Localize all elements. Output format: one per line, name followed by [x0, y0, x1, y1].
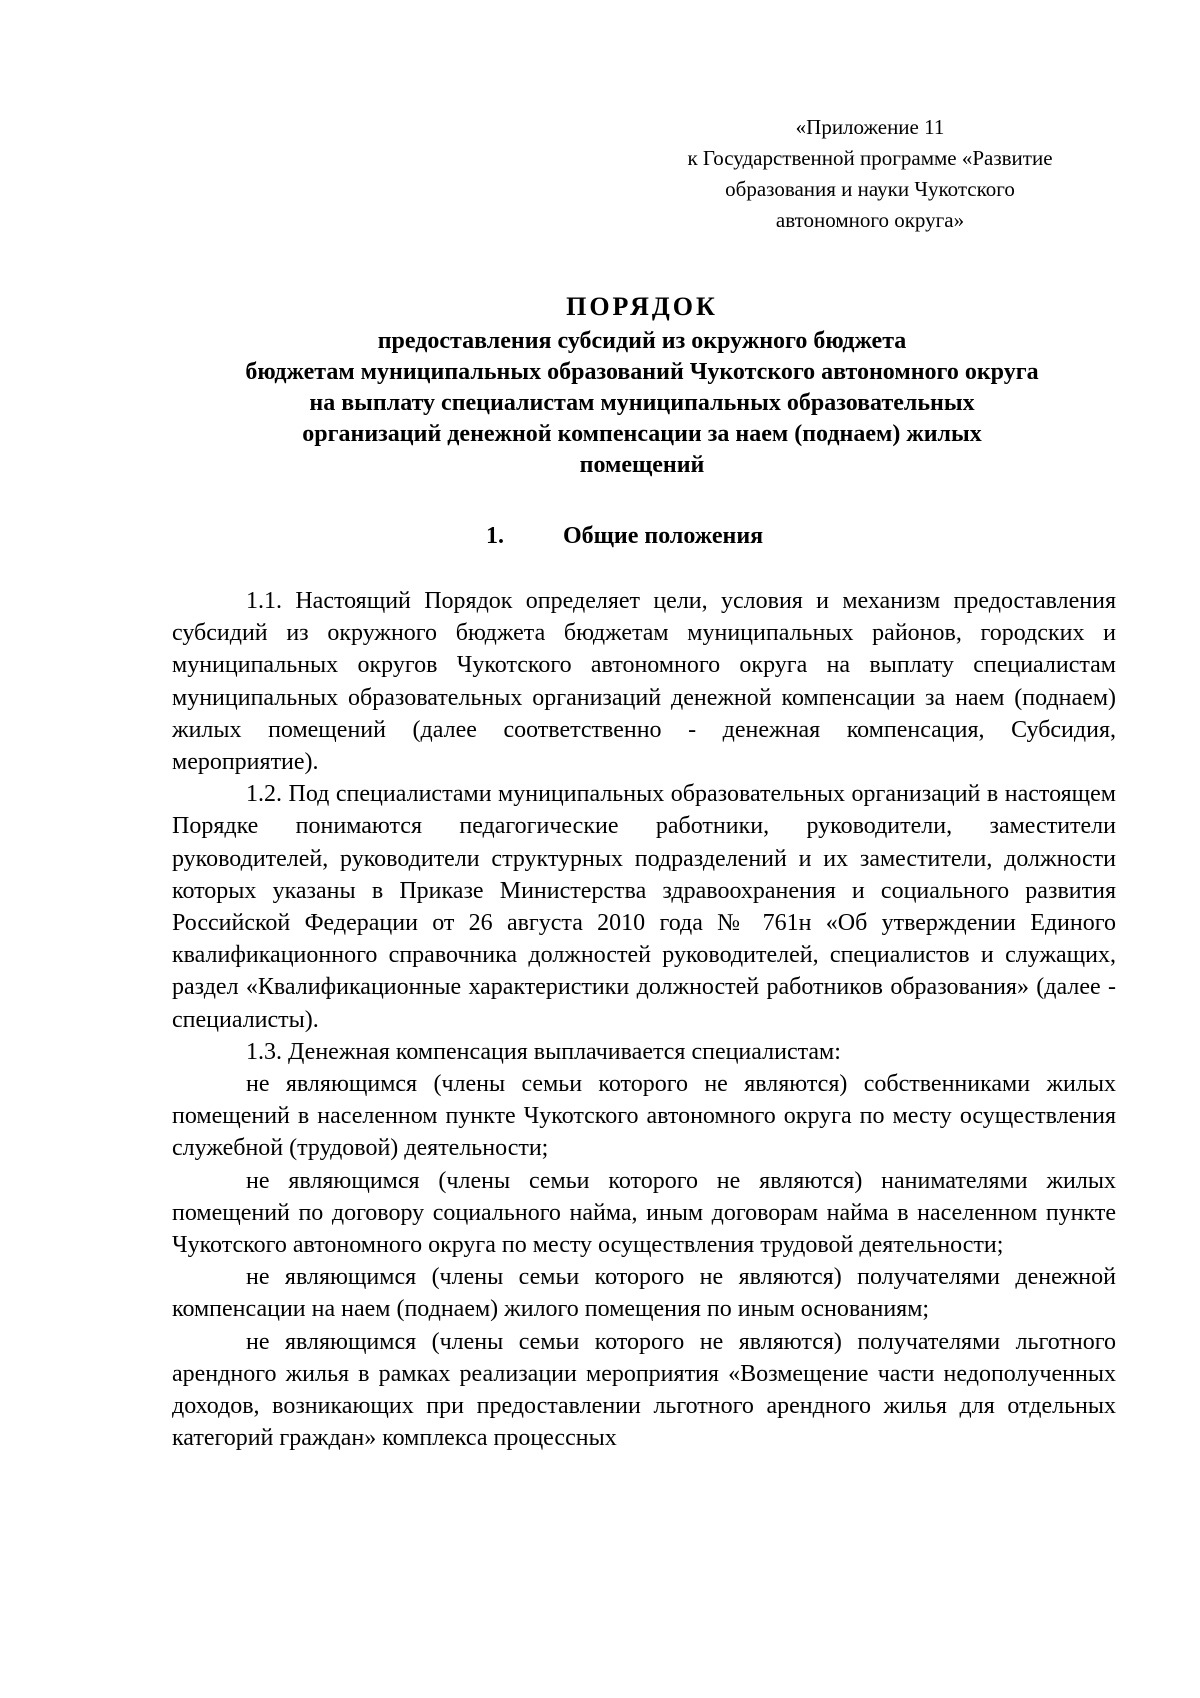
- title-line: на выплату специалистам муниципальных образовательных: [309, 390, 975, 416]
- paragraph: 1.3. Денежная компенсация выплачивается специалистам:: [246, 1038, 841, 1065]
- section-number: 1.: [486, 523, 504, 549]
- paragraph: 1.1. Настоящий Порядок определяет цели, условия и механизм предоставления субсидий из окружного бюджета бюджетам муниципальных районов, городских и муниципальных округов Чукотского автономного округа на выплату специалистам муниципальных образовательных организаций денежной компенсации за наем (поднаем) жилых помещений (далее соответственно - денежная компенсация, Субсидия, мероприятие).: [172, 588, 1116, 776]
- appendix-line: образования и науки Чукотского: [725, 177, 1015, 201]
- section-title: Общие положения: [563, 523, 764, 549]
- appendix-line: автономного округа»: [775, 208, 965, 232]
- paragraph: не являющимся (члены семьи которого не являются) получателями льготного арендного жилья в рамках реализации мероприятия «Возмещение части недополученных доходов, возникающих при предоставлении льготного арендного жилья для отдельных категорий граждан» комплекса процессных: [172, 1328, 1116, 1452]
- title-line: бюджетам муниципальных образований Чукотского автономного округа: [245, 359, 1039, 385]
- document-body: [172, 585, 1116, 1454]
- document-title: [170, 290, 1114, 481]
- title-line: помещений: [579, 452, 705, 478]
- paragraph: не являющимся (члены семьи которого не являются) собственниками жилых помещений в населенном пункте Чукотского автономного округа по месту осуществления служебной (трудовой) деятельности;: [172, 1071, 1116, 1162]
- appendix-note: [650, 112, 1090, 236]
- paragraph: 1.2. Под специалистами муниципальных образовательных организаций в настоящем Порядке понимаются педагогические работники, руководители, заместители руководителей, руководители структурных подразделений и их заместители, должности которых указаны в Приказе Министерства здравоохранения и социального развития Российской Федерации от 26 августа 2010 года № 761н «Об утверждении Единого квалификационного справочника должностей руководителей, специалистов и служащих, раздел «Квалификационные характеристики должностей работников образования» (далее - специалисты).: [172, 781, 1116, 1033]
- title-main: ПОРЯДОК: [566, 292, 718, 321]
- paragraph: не являющимся (члены семьи которого не являются) нанимателями жилых помещений по договору социального найма, иным договорам найма в населенном пункте Чукотского автономного округа по месту осуществления трудовой деятельности;: [172, 1167, 1116, 1259]
- title-line: предоставления субсидий из окружного бюджета: [377, 328, 907, 354]
- appendix-line: к Государственной программе «Развитие: [687, 146, 1053, 170]
- appendix-line: «Приложение 11: [795, 115, 945, 139]
- paragraph: не являющимся (члены семьи которого не являются) получателями денежной компенсации на наем (поднаем) жилого помещения по иным основаниям;: [172, 1264, 1116, 1323]
- title-line: организаций денежной компенсации за наем (поднаем) жилых: [302, 421, 982, 447]
